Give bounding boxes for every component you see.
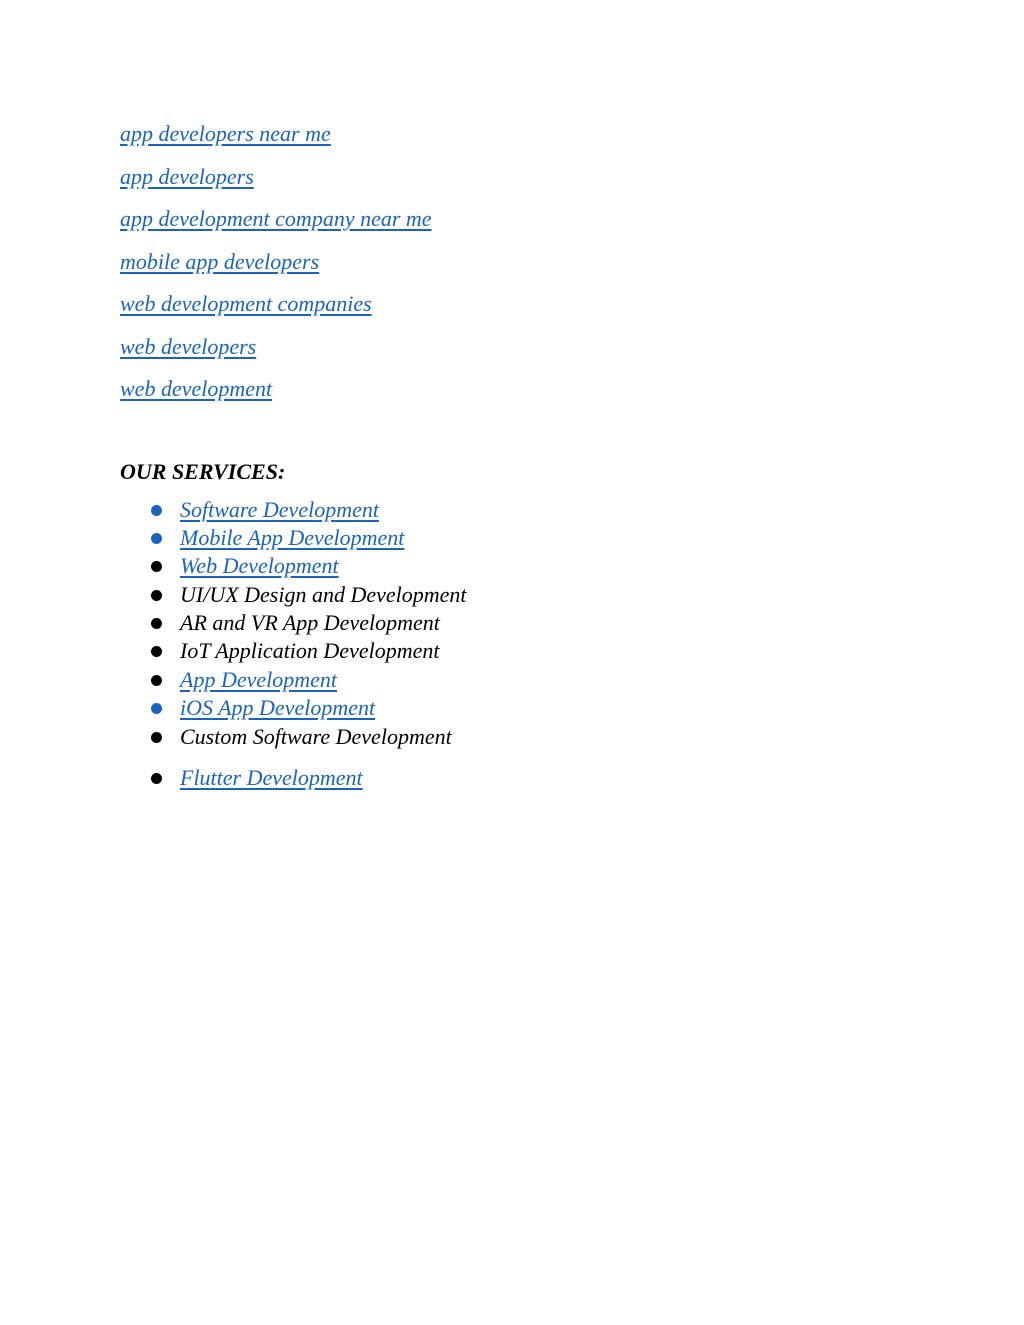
keyword-item [120, 288, 920, 331]
bullet-icon [151, 773, 162, 784]
service-text-iot-application-development: IoT Application Development [180, 638, 440, 664]
bullet-icon [151, 675, 162, 686]
bullet-icon [151, 505, 162, 516]
services-list [120, 496, 920, 793]
services-heading: OUR SERVICES: [120, 458, 286, 484]
keyword-link-app-development-company-near-me[interactable]: app development company near me [120, 206, 432, 231]
service-item [120, 552, 920, 580]
bullet-icon [151, 618, 162, 629]
service-item [120, 609, 920, 637]
bullet-icon [151, 703, 162, 714]
service-item [120, 723, 920, 751]
service-item [120, 581, 920, 609]
service-item [120, 764, 920, 792]
keyword-link-mobile-app-developers[interactable]: mobile app developers [120, 248, 320, 274]
service-text-custom-software-development: Custom Software Development [180, 723, 452, 749]
bullet-icon [151, 646, 162, 657]
keyword-link-app-developers[interactable]: app developers [120, 163, 254, 189]
keyword-link-web-developers[interactable]: web developers [120, 333, 257, 359]
bullet-icon [151, 533, 162, 544]
service-link-flutter-development[interactable]: Flutter Development [180, 765, 363, 791]
keyword-item [120, 203, 920, 246]
keyword-item [120, 373, 920, 416]
bullet-icon [151, 590, 162, 601]
keyword-link-web-development[interactable]: web development [120, 376, 273, 401]
service-link-web-development[interactable]: Web Development [180, 553, 339, 579]
keyword-item [120, 118, 920, 161]
service-item [120, 694, 920, 722]
service-item [120, 637, 920, 665]
service-text-ui-ux-design: UI/UX Design and Development [180, 581, 467, 607]
keyword-item [120, 161, 920, 204]
bullet-icon [151, 561, 162, 572]
service-link-mobile-app-development[interactable]: Mobile App Development [180, 524, 405, 550]
keyword-item [120, 246, 920, 289]
keyword-link-web-development-companies[interactable]: web development companies [120, 291, 372, 316]
document-page [120, 118, 920, 792]
bullet-icon [151, 732, 162, 743]
service-text-ar-vr-app-development: AR and VR App Development [180, 610, 440, 636]
service-link-software-development[interactable]: Software Development [180, 496, 379, 522]
service-link-ios-app-development[interactable]: iOS App Development [180, 695, 376, 721]
service-item [120, 666, 920, 694]
keyword-item [120, 331, 920, 374]
service-link-app-development[interactable]: App Development [180, 666, 337, 692]
service-item [120, 524, 920, 552]
keyword-link-list [120, 118, 920, 416]
keyword-link-app-developers-near-me[interactable]: app developers near me [120, 121, 331, 146]
service-item [120, 496, 920, 524]
